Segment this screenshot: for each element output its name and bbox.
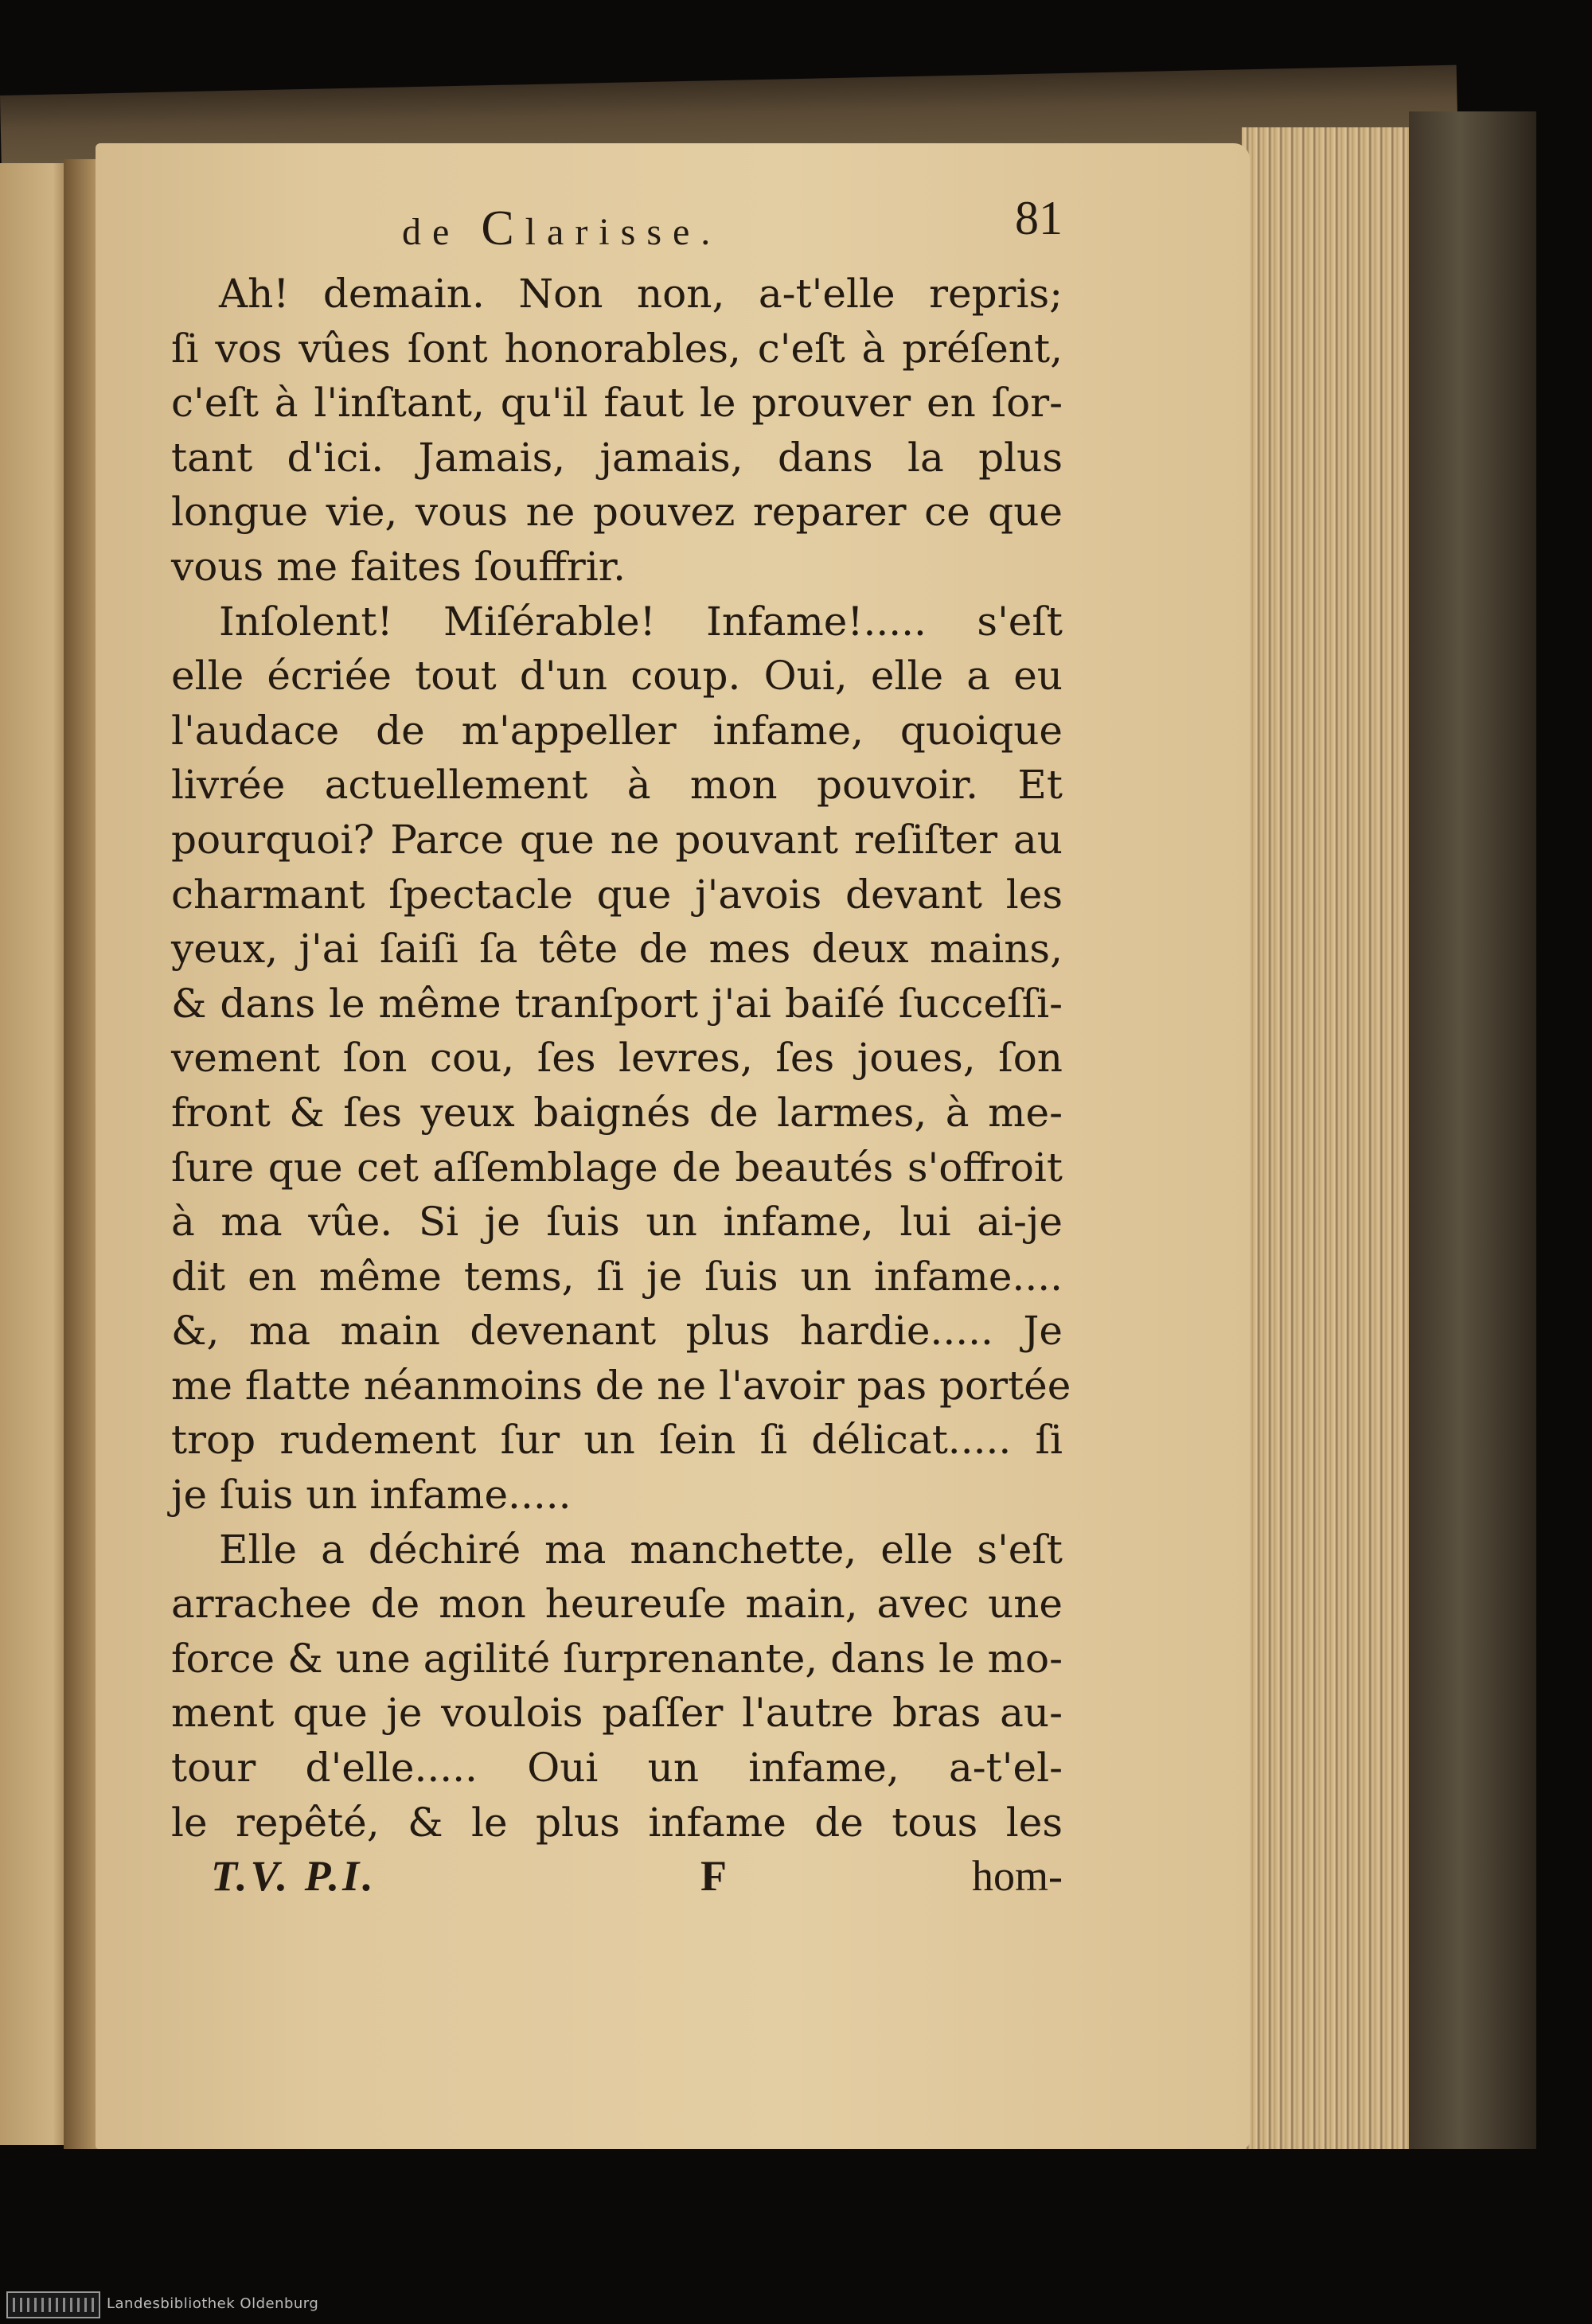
- text-line: ſi vos vûes ſont honorables, c'eſt à préſent,: [171, 325, 1063, 372]
- text-line: elle écriée tout d'un coup. Oui, elle a eu: [171, 653, 1063, 700]
- page-footer: [171, 1851, 1063, 1907]
- text-line: longue vie, vous ne pouvez reparer ce que: [171, 489, 1063, 536]
- text-line: yeux, j'ai ſaiſi ſa tête de mes deux mains,: [171, 926, 1063, 973]
- catchword: hom-: [972, 1852, 1063, 1901]
- running-head: [171, 191, 1063, 267]
- text-line: pourquoi? Parce que ne pouvant reſiſter au: [171, 816, 1063, 863]
- text-line: &, ma main devenant plus hardie..... Je: [171, 1308, 1063, 1355]
- text-line: l'audace de m'appeller infame, quoique: [171, 707, 1063, 754]
- text-line: force & une agilité ſurprenante, dans le mo-: [171, 1635, 1063, 1682]
- running-title: de Clarisse.: [402, 201, 722, 255]
- text-line: ſure que cet aſſemblage de beautés s'offroit: [171, 1144, 1063, 1191]
- text-line: vous me faites ſouffrir.: [171, 543, 626, 590]
- body-text: [171, 267, 1071, 1850]
- text-line: vement ſon cou, ſes levres, ſes joues, ſon: [171, 1035, 1063, 1082]
- signature-letter: F: [700, 1852, 727, 1901]
- text-line: le repêté, & le plus infame de tous les: [171, 1799, 1063, 1846]
- text-line: tour d'elle..... Oui un infame, a-t'el-: [171, 1745, 1063, 1792]
- text-line: Elle a déchiré ma manchette, elle s'eſt: [219, 1526, 1063, 1573]
- text-line: me flatte néanmoins de ne l'avoir pas portée: [171, 1362, 1071, 1409]
- book-cover-right-edge: [1409, 111, 1536, 2165]
- text-line: c'eſt à l'inſtant, qu'il faut le prouver en ſor-: [171, 380, 1063, 427]
- library-logo-icon: [6, 2291, 100, 2318]
- text-line: charmant ſpectacle que j'avois devant les: [171, 871, 1063, 918]
- text-line: front & ſes yeux baignés de larmes, à me-: [171, 1089, 1063, 1136]
- text-line: ment que je voulois paſſer l'autre bras au-: [171, 1690, 1063, 1737]
- text-line: livrée actuellement à mon pouvoir. Et: [171, 762, 1063, 809]
- text-line: & dans le même tranſport j'ai baiſé ſucceſſi-: [171, 980, 1063, 1027]
- text-line: à ma vûe. Si je ſuis un infame, lui ai-je: [171, 1199, 1063, 1246]
- text-line: je ſuis un infame.....: [171, 1472, 572, 1519]
- text-line: Ah! demain. Non non, a-t'elle repris;: [219, 271, 1063, 317]
- text-line: arrachee de mon heureuſe main, avec une: [171, 1581, 1063, 1628]
- text-line: tant d'ici. Jamais, jamais, dans la plus: [171, 434, 1063, 481]
- page-edges: [1242, 127, 1433, 2165]
- library-name: Landesbibliothek Oldenburg: [107, 2295, 319, 2312]
- signature-mark: T.V. P.I.: [211, 1852, 377, 1901]
- page-number: 81: [1015, 192, 1063, 244]
- text-line: trop rudement ſur un ſein ſi délicat..... ſi: [171, 1417, 1063, 1464]
- text-line: Inſolent! Miſérable! Infame!..... s'eſt: [219, 598, 1063, 645]
- text-line: dit en même tems, ſi je ſuis un infame....: [171, 1253, 1063, 1300]
- page-text-block: [171, 191, 1071, 1907]
